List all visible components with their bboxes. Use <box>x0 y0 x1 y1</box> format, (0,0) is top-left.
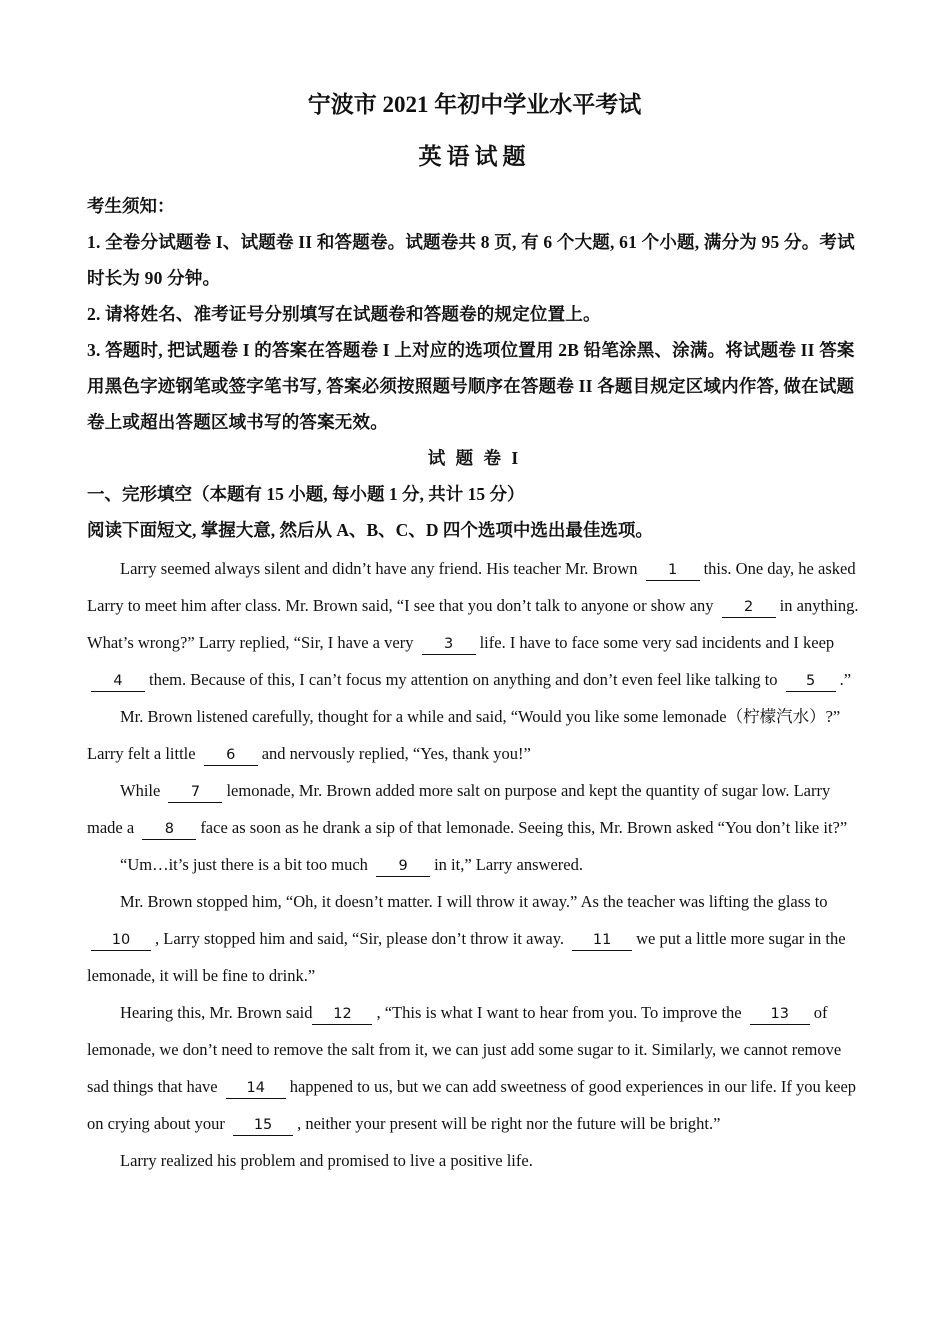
exam-subtitle: 英语试题 <box>418 144 531 169</box>
passage-text: in it,” Larry answered. <box>434 855 583 874</box>
passage-text: of lemonade, we don’t need to remove the salt from it, we can just add some sugar to it. Similarly, we cannot remove sad things that have <box>87 1003 842 1096</box>
cloze-passage <box>87 550 862 1179</box>
passage-text: in anything. What’s wrong?” Larry replied, “Sir, I have a very <box>87 596 859 652</box>
passage-paragraph-2 <box>87 698 862 772</box>
passage-text: Larry realized his problem and promised to live a positive life. <box>120 1151 533 1170</box>
exam-title: 宁波市 2021 年初中学业水平考试 <box>307 92 642 117</box>
section-direction: 阅读下面短文, 掌握大意, 然后从 A、B、C、D 四个选项中选出最佳选项。 <box>87 520 653 540</box>
section-heading: 一、完形填空（本题有 15 小题, 每小题 1 分, 共计 15 分） <box>87 484 525 504</box>
notice-item-1: 1. 全卷分试题卷 I、试题卷 II 和答题卷。试题卷共 8 页, 有 6 个大题, 61 个小题, 满分为 95 分。考试时长为 90 分钟。 <box>87 232 855 288</box>
passage-text: Hearing this, Mr. Brown said <box>120 1003 313 1022</box>
notice-item-2: 2. 请将姓名、准考证号分别填写在试题卷和答题卷的规定位置上。 <box>87 304 601 324</box>
passage-text: Larry seemed always silent and didn’t have any friend. His teacher Mr. Brown <box>120 559 638 578</box>
passage-text: “Um…it’s just there is a bit too much <box>120 855 368 874</box>
blank-15: 15 <box>233 1115 293 1136</box>
passage-text: , Larry stopped him and said, “Sir, please don’t throw it away. <box>155 929 564 948</box>
blank-5: 5 <box>786 671 836 692</box>
blank-12: 12 <box>312 1004 372 1025</box>
passage-text: we put a little more sugar in the lemonade, it will be fine to drink.” <box>87 929 846 985</box>
passage-text: Mr. Brown listened carefully, thought for a while and said, “Would you like some lemonade（柠檬汽水）?” Larry felt a little <box>87 707 841 763</box>
notice-heading: 考生须知： <box>87 196 175 216</box>
blank-8: 8 <box>142 819 196 840</box>
passage-text: lemonade, Mr. Brown added more salt on purpose and kept the quantity of sugar low. Larry made a <box>87 781 831 837</box>
passage-paragraph-5 <box>87 883 862 994</box>
blank-2: 2 <box>722 597 776 618</box>
passage-text: and nervously replied, “Yes, thank you!” <box>261 744 531 763</box>
passage-text: , “This is what I want to hear from you. To improve the <box>376 1003 742 1022</box>
blank-9: 9 <box>376 856 430 877</box>
blank-14: 14 <box>226 1078 286 1099</box>
passage-text: life. I have to face some very sad incidents and I keep <box>479 633 835 652</box>
passage-paragraph-4 <box>87 846 862 883</box>
candidate-notice <box>87 188 862 440</box>
blank-11: 11 <box>572 930 632 951</box>
part-title: 试 题 卷 I <box>427 448 522 468</box>
passage-text: face as soon as he drank a sip of that lemonade. Seeing this, Mr. Brown asked “You don’t like it?” <box>200 818 848 837</box>
passage-text: this. One day, he asked Larry to meet him after class. Mr. Brown said, “I see that you don’t talk to anyone or show any <box>87 559 856 615</box>
passage-text: While <box>120 781 161 800</box>
blank-4: 4 <box>91 671 145 692</box>
passage-paragraph-6 <box>87 994 862 1142</box>
blank-13: 13 <box>750 1004 810 1025</box>
passage-text: Mr. Brown stopped him, “Oh, it doesn’t matter. I will throw it away.” As the teacher was lifting the glass to <box>120 892 828 911</box>
notice-item-3: 3. 答题时, 把试题卷 I 的答案在答题卷 I 上对应的选项位置用 2B 铅笔涂黑、涂满。将试题卷 II 答案用黑色字迹钢笔或签字笔书写, 答案必须按照题号顺序在答题卷 II 各题目规定区域内作答, 做在试题卷上或超出答题区域书写的答案无效。 <box>87 340 855 432</box>
passage-paragraph-7 <box>87 1142 862 1179</box>
blank-6: 6 <box>204 745 258 766</box>
passage-text: happened to us, but we can add sweetness of good experiences in our life. If you keep on crying about your <box>87 1077 857 1133</box>
blank-10: 10 <box>91 930 151 951</box>
passage-paragraph-3 <box>87 772 862 846</box>
blank-1: 1 <box>646 560 700 581</box>
passage-text: .” <box>839 670 852 689</box>
blank-7: 7 <box>168 782 222 803</box>
passage-text: , neither your present will be right nor the future will be bright.” <box>297 1114 721 1133</box>
passage-paragraph-1 <box>87 550 862 698</box>
blank-3: 3 <box>422 634 476 655</box>
passage-text: them. Because of this, I can’t focus my attention on anything and don’t even feel like talking to <box>149 670 778 689</box>
